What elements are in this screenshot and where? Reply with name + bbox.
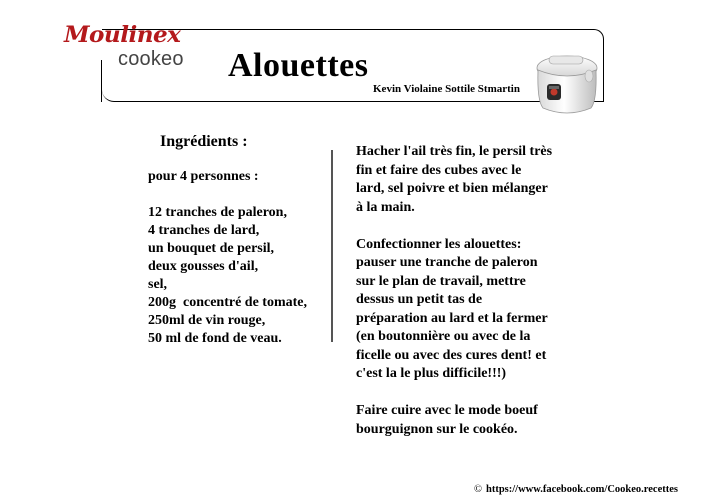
ingredient-line: pour 4 personnes : [148,169,259,184]
ingredient-line: 50 ml de fond de veau. [148,331,282,346]
ingredient-line: un bouquet de persil, [148,241,275,256]
instruction-line: dessus un petit tas de [356,292,483,307]
recipe-author: Kevin Violaine Sottile Stmartin [373,83,520,95]
instruction-line: à la main. [356,199,415,215]
instruction-line: lard, sel poivre et bien mélanger [356,181,548,196]
instructions-text [356,143,586,439]
instruction-line [356,217,586,236]
ingredient-line: sel, [148,277,168,292]
column-divider [331,150,333,342]
instruction-line: c'est la le plus difficile!!!) [356,366,507,381]
ingredient-line: 4 tranches de lard, [148,223,260,238]
ingredient-line: 250ml de vin rouge, [148,313,266,328]
ingredients-list [148,168,307,348]
instruction-line: Faire cuire avec le mode boeuf [356,403,538,418]
instruction-line: (en boutonnière ou avec de la [356,329,531,344]
product-name: cookeo [118,48,184,70]
instruction-line: Hacher l'ail très fin, le persil très [356,144,553,159]
ingredient-line: 200g concentré de tomate, [148,295,308,310]
ingredient-line: 12 tranches de paleron, [148,205,287,220]
instruction-line: Confectionner les alouettes: [356,236,522,252]
instruction-line: bourguignon sur le cookéo. [356,421,518,437]
ingredients-heading: Ingrédients : [160,133,248,150]
instruction-line: ficelle ou avec des cures dent! et [356,347,547,363]
copyright-symbol: © [474,484,482,495]
instruction-line: fin et faire des cubes avec le [356,162,522,178]
brand-logo [64,18,194,78]
ingredient-line: deux gousses d'ail, [148,259,259,274]
source-url[interactable]: https://www.facebook.com/Cookeo.recettes [485,484,678,495]
footer-credit [474,484,678,495]
instruction-line: sur le plan de travail, mettre [356,273,526,289]
instruction-line: pauser une tranche de paleron [356,255,538,270]
multicooker-image [527,46,607,126]
instruction-line [356,384,586,403]
ingredient-line [148,186,307,204]
recipe-title: Alouettes [228,47,369,84]
instruction-line: préparation au lard et la fermer [356,310,548,326]
brand-name: Moulinex [64,22,181,48]
